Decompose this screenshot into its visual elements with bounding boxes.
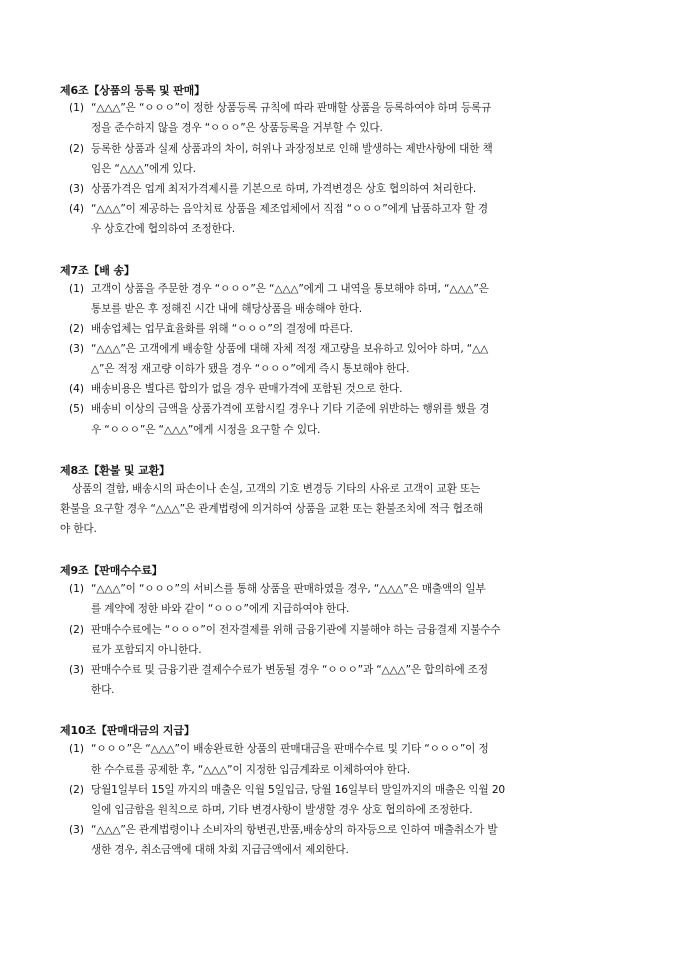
article-10-item-1-num: (1)	[69, 743, 85, 755]
article-6-item-1-line-2: 정을 준수하지 않을 경우 “ㅇㅇㅇ”은 상품등록을 거부할 수 있다.	[91, 122, 383, 134]
article-7-item-1-num: (1)	[69, 283, 85, 295]
article-9-item-2-line-1: 판매수수료에는 “ㅇㅇㅇ”이 전자결제를 위해 금융기관에 지불해야 하는 금융결제 지불수수	[91, 624, 501, 636]
article-9-item-1-line-1: “△△△”이 “ㅇㅇㅇ”의 서비스를 통해 상품을 판매하였을 경우, “△△△”은 매출액의 일부	[91, 583, 486, 595]
article-8-title: 제8조【환불 및 교환】	[60, 464, 170, 477]
article-7-item-4-line-1: 배송비용은 별다른 합의가 없을 경우 판매가격에 포함된 것으로 한다.	[91, 383, 403, 395]
article-9-item-2-line-2: 료가 포함되지 아니한다.	[91, 644, 202, 656]
article-7-title: 제7조【배 송】	[60, 264, 135, 277]
article-8-para-line-1: 상품의 결함, 배송시의 파손이나 손실, 고객의 기호 변경등 기타의 사유로 고객이 교환 또는	[72, 483, 481, 495]
article-9-item-3-line-1: 판매수수료 및 금융기관 결제수수료가 변동될 경우 “ㅇㅇㅇ”과 “△△△”은 합의하에 조정	[91, 664, 488, 676]
article-7-item-2-line-1: 배송업체는 업무효율화를 위해 “ㅇㅇㅇ”의 결정에 따른다.	[91, 323, 353, 335]
article-9-item-1-num: (1)	[69, 583, 85, 595]
article-9-title: 제9조【판매수수료】	[60, 564, 163, 577]
article-6-item-2-line-2: 임은 “△△△”에게 있다.	[91, 163, 196, 175]
article-10-item-3-num: (3)	[69, 824, 85, 836]
article-10-item-1-line-1: “ㅇㅇㅇ”은 “△△△”이 배송완료한 상품의 판매대금을 판매수수료 및 기타 “ㅇㅇㅇ”이 정	[91, 743, 489, 755]
article-6-item-4-line-1: “△△△”이 제공하는 음악치료 상품을 제조업체에서 직접 “ㅇㅇㅇ”에게 납품하고자 할 경	[91, 203, 488, 215]
article-6-title: 제6조【상품의 등록 및 판매】	[60, 84, 206, 97]
article-10-item-2-line-2: 일에 입금함을 원칙으로 하며, 기타 변경사항이 발생할 경우 상호 협의하에 조정한다.	[91, 804, 473, 816]
article-7-item-5-line-2: 우 “ㅇㅇㅇ”은 “△△△”에게 시정을 요구할 수 있다.	[91, 424, 321, 436]
article-9-item-3-line-2: 한다.	[91, 684, 115, 696]
article-6-item-1-line-1: “△△△”은 “ㅇㅇㅇ”이 정한 상품등록 규칙에 따라 판매할 상품을 등록하여야 하며 등록규	[91, 102, 492, 114]
article-9-item-1-line-2: 를 계약에 정한 바와 같이 “ㅇㅇㅇ”에게 지급하여야 한다.	[91, 603, 350, 615]
article-10-item-3-line-2: 생한 경우, 취소금액에 대해 차회 지급금액에서 제외한다.	[91, 844, 349, 856]
article-10-item-1-line-2: 한 수수료를 공제한 후, “△△△”이 지정한 입금계좌로 이체하여야 한다.	[91, 764, 410, 776]
article-10-item-3-line-1: “△△△”은 관계법령이나 소비자의 항변권,반품,배송상의 하자등으로 인하여 매출취소가 발	[91, 824, 498, 836]
article-7-item-3-line-1: “△△△”은 고객에게 배송할 상품에 대해 자체 적정 재고량을 보유하고 있어야 하며, “△△	[91, 343, 489, 355]
article-7-item-4-num: (4)	[69, 383, 85, 395]
article-8-para-line-3: 야 한다.	[60, 523, 97, 535]
article-7-item-1-line-2: 통보를 받은 후 정해진 시간 내에 해당상품을 배송해야 한다.	[91, 303, 362, 315]
article-6-item-1-num: (1)	[69, 102, 85, 114]
article-7-item-3-line-2: △”은 적정 재고량 이하가 됐을 경우 “ㅇㅇㅇ”에게 즉시 통보해야 한다.	[91, 363, 410, 375]
article-10-item-2-line-1: 당월1일부터 15일 까지의 매출은 익월 5일입금, 당월 16일부터 말일까지의 매출은 익월 20	[91, 784, 506, 796]
article-6-item-3-line-1: 상품가격은 업계 최저가격제시를 기본으로 하며, 가격변경은 상호 협의하여 처리한다.	[91, 183, 477, 195]
article-9-item-2-num: (2)	[69, 624, 85, 636]
article-6-item-3-num: (3)	[69, 183, 85, 195]
article-10-item-2-num: (2)	[69, 784, 85, 796]
article-10-title: 제10조【판매대금의 지급】	[60, 724, 195, 737]
article-6-item-2-num: (2)	[69, 143, 85, 155]
article-7-item-3-num: (3)	[69, 343, 85, 355]
article-8-para-line-2: 환불을 요구할 경우 “△△△”은 관계법령에 의거하여 상품을 교환 또는 환불조치에 적극 협조해	[60, 503, 483, 515]
article-7-item-5-line-1: 배송비 이상의 금액을 상품가격에 포함시킬 경우나 기타 기준에 위반하는 행위를 했을 경	[91, 403, 490, 415]
article-6-item-4-line-2: 우 상호간에 협의하여 조정한다.	[91, 223, 235, 235]
article-7-item-2-num: (2)	[69, 323, 85, 335]
article-7-item-1-line-1: 고객이 상품을 주문한 경우 “ㅇㅇㅇ”은 “△△△”에게 그 내역을 통보해야 하며, “△△△”은	[91, 283, 489, 295]
article-9-item-3-num: (3)	[69, 664, 85, 676]
article-7-item-5-num: (5)	[69, 403, 85, 415]
article-6-item-2-line-1: 등록한 상품과 실제 상품과의 차이, 허위나 과장정보로 인해 발생하는 제반사항에 대한 책	[91, 143, 493, 155]
article-6-item-4-num: (4)	[69, 203, 85, 215]
